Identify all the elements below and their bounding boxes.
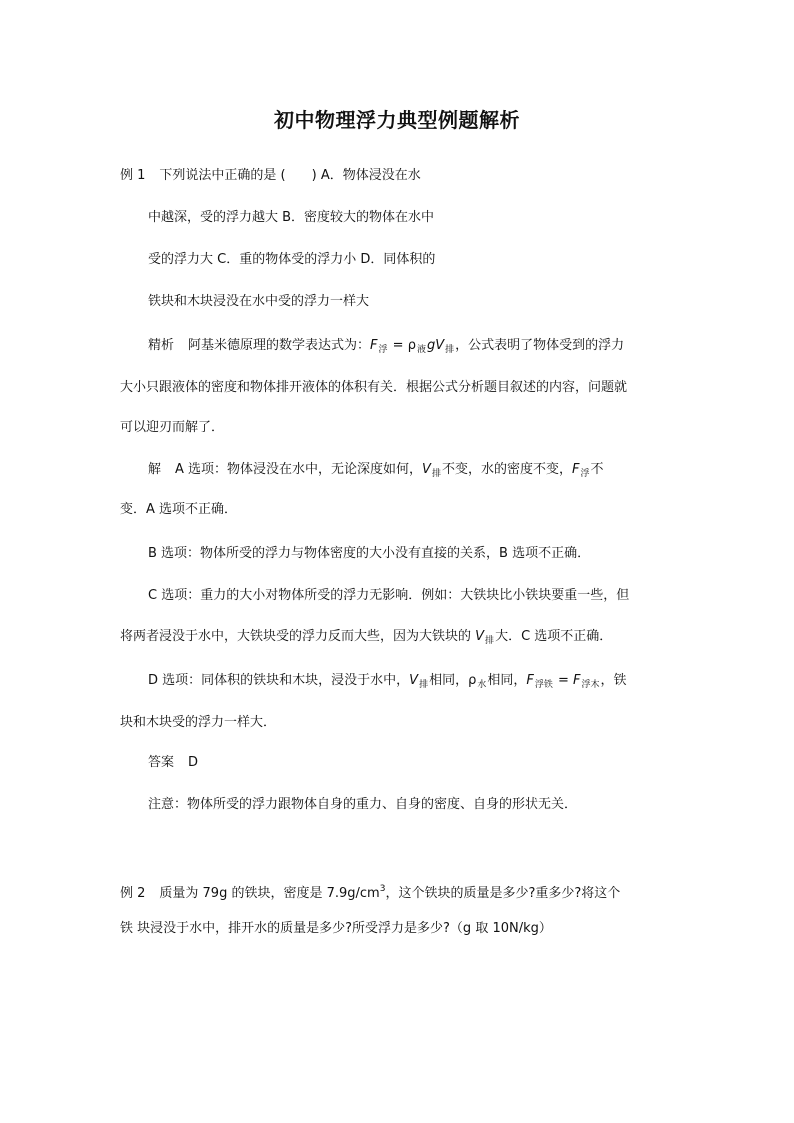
solution-d-line-2: 块和木块受的浮力一样大． bbox=[120, 715, 277, 730]
solution-c-text: 将两者浸没于水中，大铁块受的浮力反而大些，因为大铁块的 bbox=[120, 629, 476, 644]
example-1-question-text: 下列说法中正确的是 ( ) A．物体浸没在水 bbox=[159, 168, 421, 183]
analysis-line-1 bbox=[148, 337, 624, 359]
example-2-label: 例 2 bbox=[120, 886, 146, 901]
example-2-line-1 bbox=[120, 880, 620, 903]
formula-gV: gV bbox=[426, 338, 445, 353]
note-line: 注意：物体所受的浮力跟物体自身的重力、自身的密度、自身的形状无关． bbox=[148, 797, 578, 812]
analysis-line-3: 可以迎刃而解了． bbox=[120, 420, 225, 435]
solution-d-line-1 bbox=[148, 672, 627, 694]
answer-value: D bbox=[188, 755, 199, 770]
analysis-text: 阿基米德原理的数学表达式为： bbox=[188, 338, 371, 353]
example-1-line-1 bbox=[120, 167, 421, 185]
answer-label: 答案 bbox=[148, 755, 175, 770]
formula-sub-fu-mu: 浮木 bbox=[581, 680, 600, 690]
formula-eq: = bbox=[553, 673, 574, 688]
formula-sub-fu: 浮 bbox=[580, 469, 590, 479]
solution-a-line-2: 变．A 选项不正确． bbox=[120, 502, 238, 517]
solution-a-text: A 选项：物体浸没在水中，无论深度如何， bbox=[175, 462, 423, 477]
analysis-label: 精析 bbox=[148, 338, 175, 353]
page-title: 初中物理浮力典型例题解析 bbox=[274, 108, 520, 132]
solution-a-text-2: 不变，水的密度不变， bbox=[441, 462, 572, 477]
formula-F: F bbox=[526, 673, 534, 688]
example-1-line-3: 受的浮力大 C．重的物体受的浮力小 D．同体积的 bbox=[148, 252, 436, 267]
formula-V: V bbox=[422, 462, 431, 477]
formula-sub-pai: 排 bbox=[419, 680, 429, 690]
formula-sub-shui: 水 bbox=[477, 680, 487, 690]
formula-F: F bbox=[370, 338, 378, 353]
formula-F: F bbox=[571, 462, 580, 477]
formula-sub-pai: 排 bbox=[431, 469, 441, 479]
solution-d-text-3: 相同， bbox=[487, 673, 527, 688]
formula-sub-fu-tie: 浮铁 bbox=[534, 680, 553, 690]
solution-c-text-2: 大．C 选项不正确． bbox=[495, 629, 613, 644]
analysis-text-2: ，公式表明了物体受到的浮力 bbox=[455, 338, 625, 353]
formula-sub-ye: 液 bbox=[416, 345, 426, 355]
analysis-line-2: 大小只跟液体的密度和物体排开液体的体积有关．根据公式分析题目叙述的内容，问题就 bbox=[120, 380, 628, 395]
solution-c-line-1: C 选项：重力的大小对物体所受的浮力无影响．例如：大铁块比小铁块要重一些，但 bbox=[148, 588, 630, 603]
formula-sub-pai: 排 bbox=[445, 345, 455, 355]
solution-a-line-1 bbox=[148, 461, 604, 483]
example-2-line-2: 铁 块浸没于水中，排开水的质量是多少?所受浮力是多少?（g 取 10N/kg） bbox=[120, 921, 552, 936]
formula-eq: = ρ bbox=[388, 338, 416, 353]
answer-line bbox=[148, 754, 198, 772]
formula-sub-pai: 排 bbox=[485, 636, 495, 646]
solution-a-text-3: 不 bbox=[590, 462, 604, 477]
solution-d-text-4: ，铁 bbox=[600, 673, 627, 688]
formula-F: F bbox=[573, 673, 581, 688]
solution-b-line: B 选项：物体所受的浮力与物体密度的大小没有直接的关系，B 选项不正确． bbox=[148, 546, 591, 561]
example-1-label: 例 1 bbox=[120, 168, 146, 183]
solution-label: 解 bbox=[148, 462, 162, 477]
formula-sub-fu: 浮 bbox=[378, 345, 388, 355]
example-2-text-2: ，这个铁块的质量是多少?重多少?将这个 bbox=[385, 886, 621, 901]
solution-c-line-2 bbox=[120, 628, 612, 650]
solution-d-text-2: 相同，ρ bbox=[429, 673, 477, 688]
example-1-line-4: 铁块和木块浸没在水中受的浮力一样大 bbox=[148, 294, 370, 309]
solution-d-text: D 选项：同体积的铁块和木块，浸没于水中， bbox=[148, 673, 410, 688]
formula-V: V bbox=[475, 629, 485, 644]
formula-V: V bbox=[409, 673, 419, 688]
example-2-text: 质量为 79g 的铁块，密度是 7.9g/cm bbox=[159, 886, 380, 901]
example-1-line-2: 中越深，受的浮力越大 B．密度较大的物体在水中 bbox=[148, 210, 435, 225]
superscript-3: 3 bbox=[379, 884, 386, 894]
